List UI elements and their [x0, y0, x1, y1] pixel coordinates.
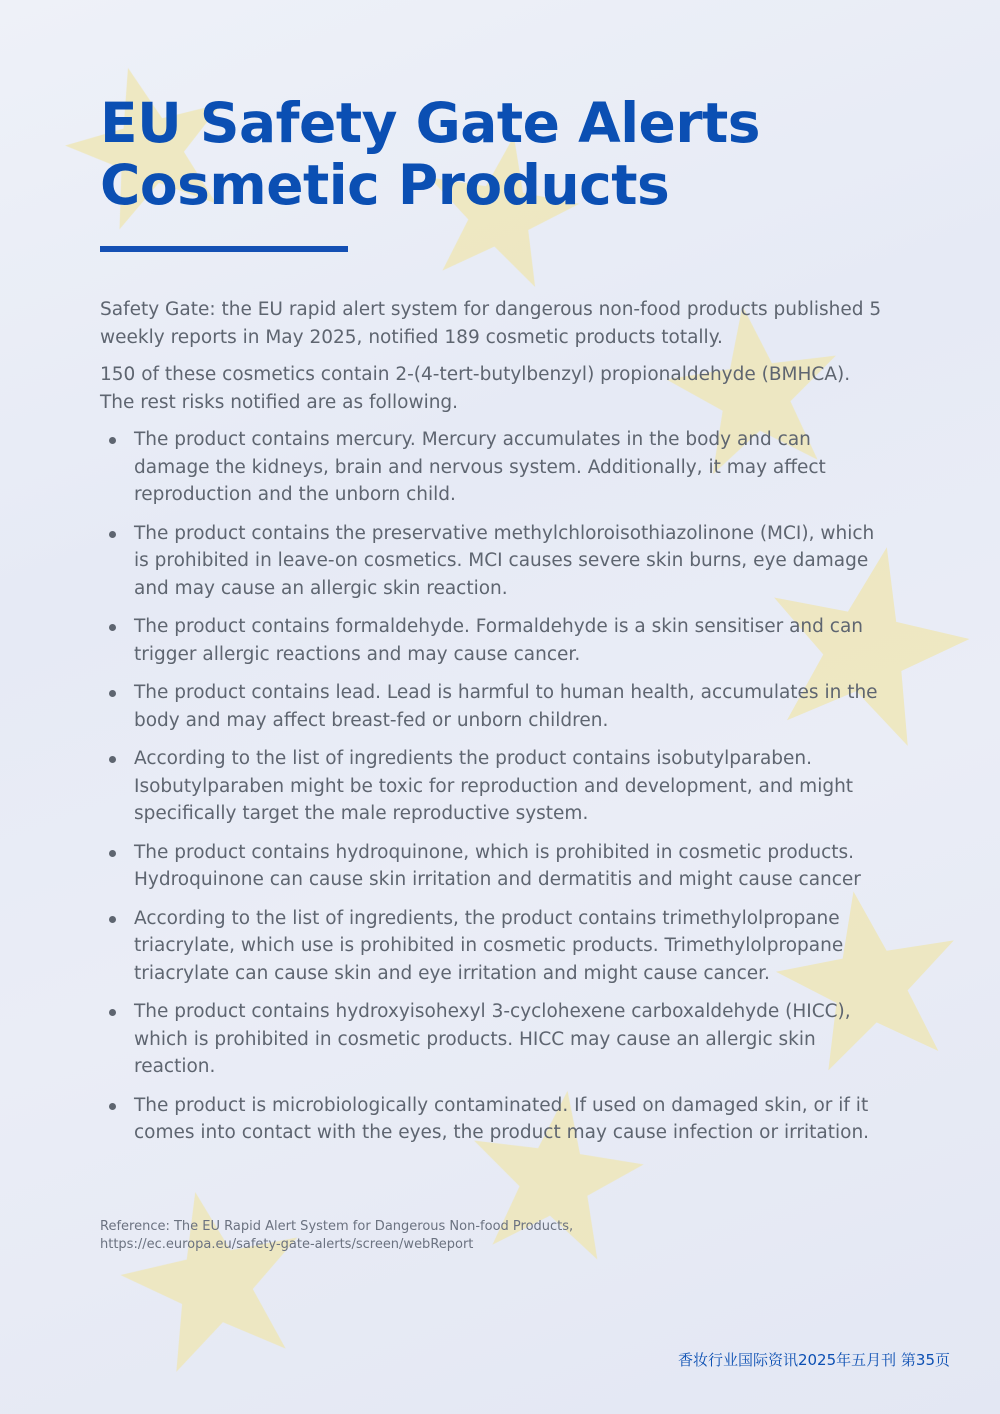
list-item [100, 905, 890, 988]
intro-paragraph: 150 of these cosmetics contain 2-(4-tert-butylbenzyl) propionaldehyde (BMHCA). The rest risks notified are as following. [100, 364, 851, 413]
bullet-icon [109, 1103, 116, 1110]
risk-list [100, 426, 890, 1147]
reference-url: https://ec.europa.eu/safety-gate-alerts/screen/webReport [100, 1237, 474, 1252]
list-item [100, 520, 890, 603]
list-item-text: The product contains hydroquinone, which is prohibited in cosmetic products. Hydroquinone can cause skin irritation and dermatitis and might cause cancer [134, 841, 861, 890]
bullet-icon [109, 916, 116, 923]
bullet-icon [109, 437, 116, 444]
article-body [100, 296, 890, 1158]
list-item [100, 426, 890, 509]
list-item-text: According to the list of ingredients the product contains isobutylparaben. Isobutylparaben might be toxic for reproduction and development, and might specifically target the male reproductive system. [134, 748, 854, 824]
list-item-text: According to the list of ingredients, the product contains trimethylolpropane triacrylate, which use is prohibited in cosmetic products. Trimethylolpropane triacrylate can cause skin and eye irritation and might cause cancer. [134, 907, 844, 984]
bullet-icon [109, 690, 116, 697]
list-item [100, 998, 890, 1081]
intro-paragraph: Safety Gate: the EU rapid alert system for dangerous non-food products published 5 weekly reports in May 2025, notified 189 cosmetic products totally. [100, 299, 882, 348]
bullet-icon [109, 624, 116, 631]
page-title-line: Cosmetic Products [100, 153, 670, 217]
bullet-icon [109, 531, 116, 538]
list-item [100, 1092, 890, 1147]
page-title-line: EU Safety Gate Alerts [100, 91, 761, 155]
list-item-text: The product contains lead. Lead is harmful to human health, accumulates in the body and may affect breast-fed or unborn children. [134, 682, 878, 731]
bullet-icon [109, 756, 116, 763]
list-item [100, 745, 890, 828]
list-item-text: The product contains mercury. Mercury accumulates in the body and can damage the kidneys, brain and nervous system. Additionally, it may affect reproduction and the unborn child. [134, 429, 826, 505]
list-item-text: The product contains the preservative methylchloroisothiazolinone (MCI), which is prohibited in leave-on cosmetics. MCI causes severe skin burns, eye damage and may cause an allergic skin reaction. [134, 522, 875, 599]
bullet-icon [109, 850, 116, 857]
reference-text: Reference: The EU Rapid Alert System for Dangerous Non-food Products, [100, 1219, 574, 1234]
page-footer: 香妆行业国际资讯2025年五月刊 第35页 [677, 1351, 950, 1369]
reference-note [100, 1218, 800, 1254]
list-item [100, 613, 890, 668]
list-item [100, 679, 890, 734]
list-item-text: The product is microbiologically contaminated. If used on damaged skin, or if it comes into contact with the eyes, the product may cause infection or irritation. [134, 1094, 870, 1143]
page-title [100, 92, 860, 216]
list-item [100, 839, 890, 894]
list-item-text: The product contains formaldehyde. Formaldehyde is a skin sensitiser and can trigger allergic reactions and may cause cancer. [134, 616, 864, 665]
bullet-icon [109, 1009, 116, 1016]
title-underline [100, 246, 348, 252]
list-item-text: The product contains hydroxyisohexyl 3-cyclohexene carboxaldehyde (HICC), which is prohibited in cosmetic products. HICC may cause an allergic skin reaction. [134, 1001, 851, 1077]
